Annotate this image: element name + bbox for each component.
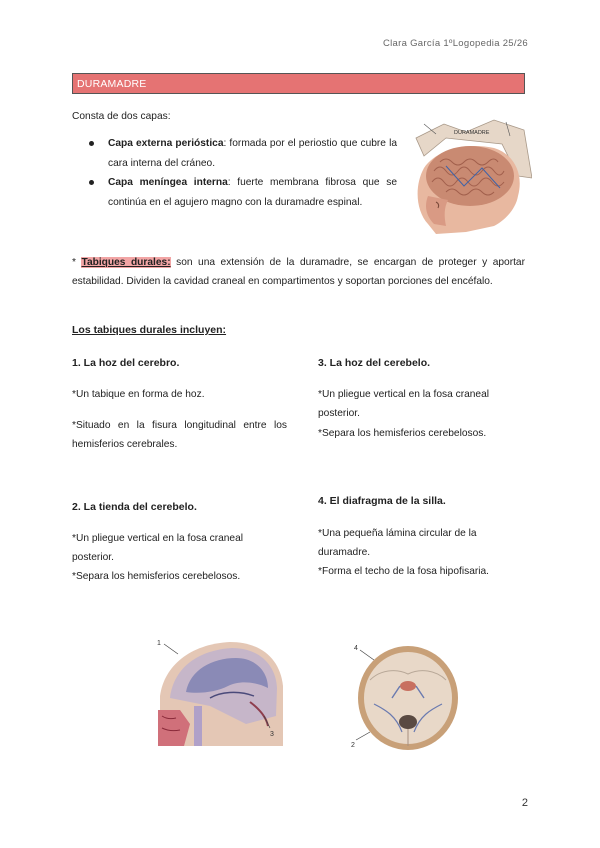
- subsection-title: Los tabiques durales incluyen:: [72, 324, 227, 336]
- layer-term: Capa externa perióstica: [108, 138, 224, 149]
- figure-label: 4: [354, 645, 358, 652]
- layer-text: : fuerte membrana fibrosa que se continúa en el agujero magno con la duramadre espinal.: [108, 177, 398, 208]
- intro-text: Consta de dos capas:: [72, 111, 171, 122]
- section-title: DURAMADRE: [77, 78, 147, 90]
- item-text: *Una pequeña lámina circular de la duramadre.: [318, 528, 477, 558]
- tabiques-prefix: *: [72, 257, 82, 268]
- figure-label: 1: [157, 640, 161, 647]
- item-text: *Un pliegue vertical en la fosa craneal posterior.: [318, 389, 490, 419]
- section-title-bar: [72, 73, 525, 94]
- page-number: 2: [521, 797, 528, 809]
- item-text: *Un tabique en forma de hoz.: [72, 389, 205, 400]
- figure-label: 3: [270, 731, 274, 738]
- item-text: *Separa los hemisferios cerebelosos.: [318, 428, 487, 439]
- brain-dura-illustration: [406, 116, 532, 234]
- layer-text: : formada por el periostio que cubre la cara interna del cráneo.: [108, 138, 397, 169]
- cranial-base-illustration: [350, 640, 462, 752]
- tabiques-paragraph: [72, 253, 525, 291]
- tabiques-text: son una extensión de la duramadre, se encargan de proteger y aportar estabilidad. Dividen la cavidad craneal en compartimentos y soportan porciones del encéfalo.: [72, 257, 525, 287]
- layers-list: [89, 134, 397, 212]
- list-item: [89, 134, 397, 173]
- item-title: 2. La tienda del cerebelo.: [72, 501, 197, 513]
- item-title: 4. El diafragma de la silla.: [318, 495, 446, 507]
- item-text: *Situado en la fisura longitudinal entre los hemisferios cerebrales.: [72, 420, 287, 450]
- figure-label: 2: [351, 742, 355, 749]
- item-title: 1. La hoz del cerebro.: [72, 357, 180, 369]
- item-text: *Un pliegue vertical en la fosa craneal posterior.: [72, 533, 244, 563]
- figure-label: DURAMADRE: [454, 130, 490, 136]
- list-item: [89, 173, 397, 212]
- item-text: *Forma el techo de la fosa hipofisaria.: [318, 566, 490, 577]
- author-header: Clara García 1ºLogopedia 25/26: [382, 38, 528, 49]
- sagittal-head-section-illustration: [150, 636, 285, 746]
- item-title: 3. La hoz del cerebelo.: [318, 357, 431, 369]
- item-text: *Separa los hemisferios cerebelosos.: [72, 571, 241, 582]
- tabiques-term: Tabiques durales:: [81, 257, 171, 268]
- layer-term: Capa meníngea interna: [108, 177, 228, 188]
